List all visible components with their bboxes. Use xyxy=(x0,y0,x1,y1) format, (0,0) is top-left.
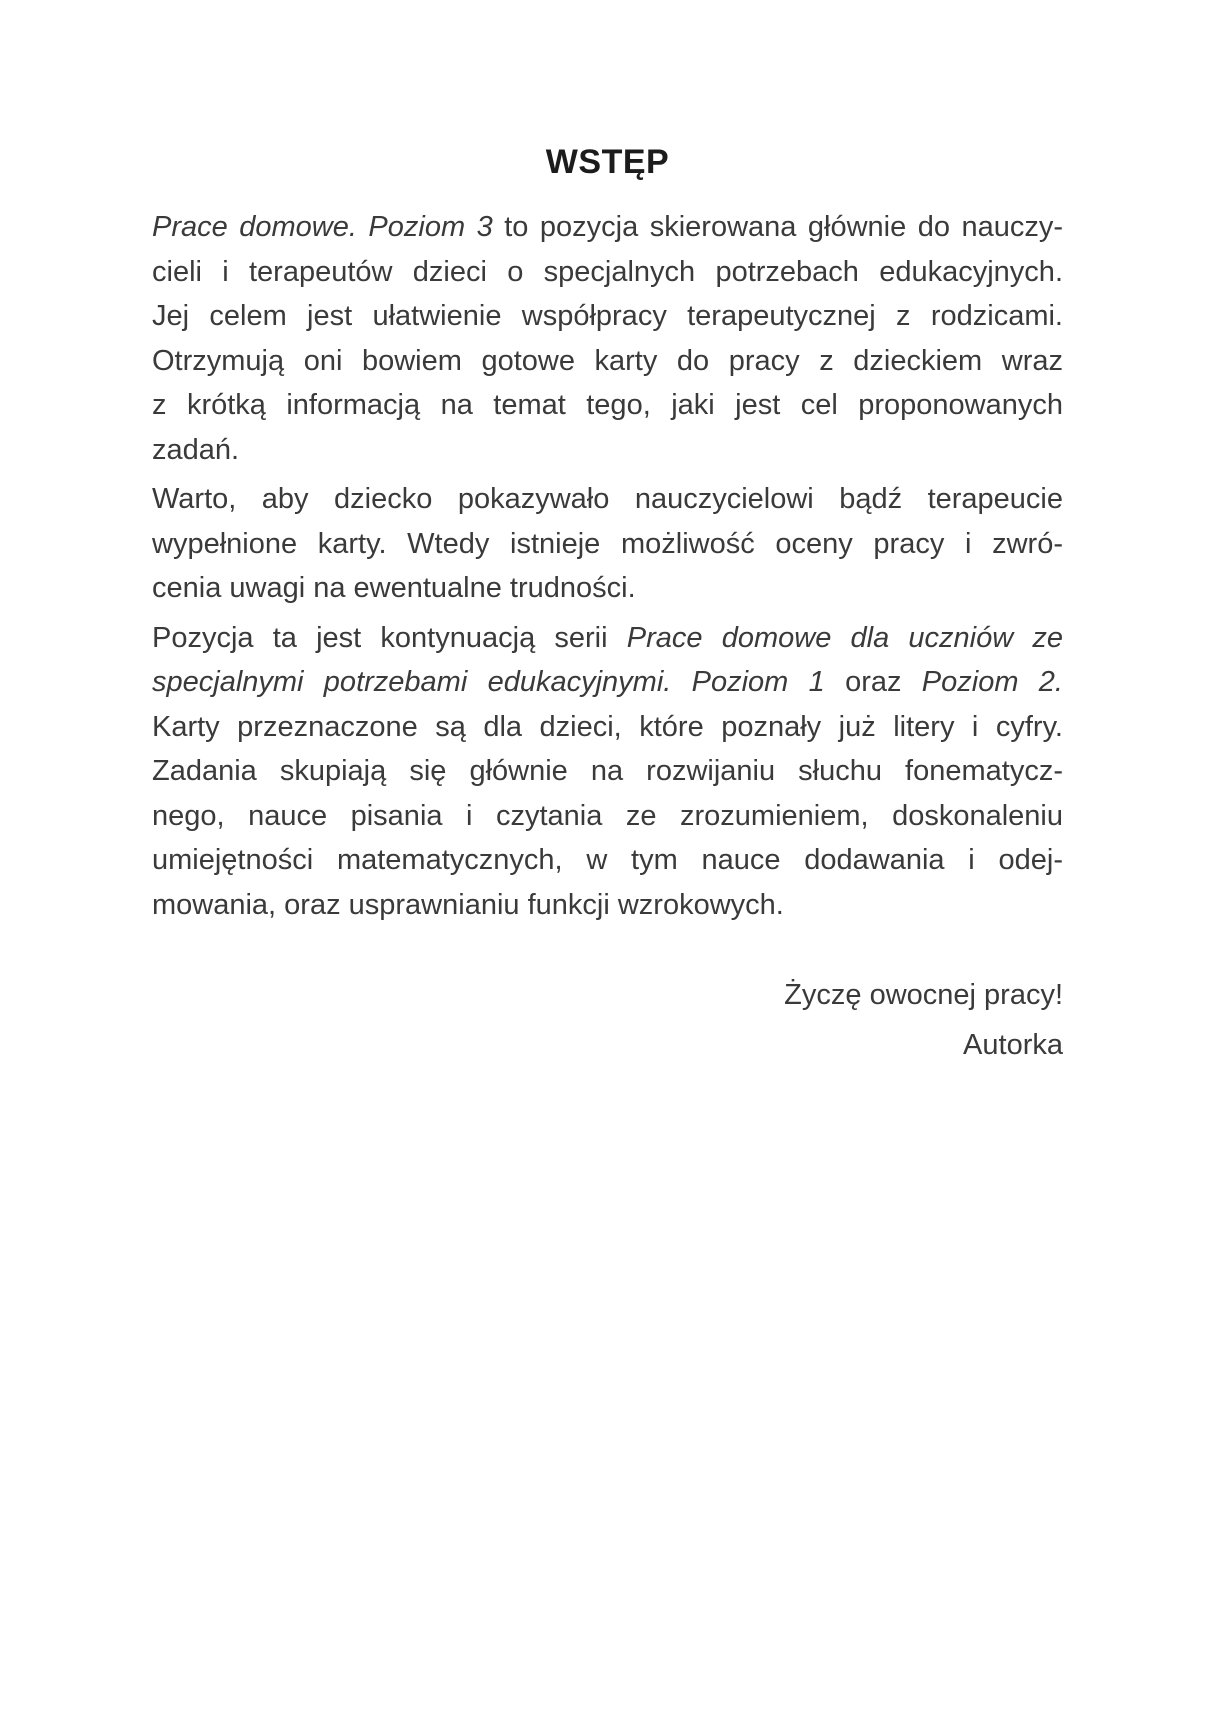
italic-text-segment: Prace domowe dla uczniów ze xyxy=(626,621,1063,654)
paragraph-line xyxy=(152,883,1063,928)
paragraph-line xyxy=(152,428,1063,473)
text-segment: nego, nauce pisania i czytania ze zrozumieniem, doskonaleniu xyxy=(152,799,1063,832)
text-segment: Karty przeznaczone są dla dzieci, które poznały już litery i cyfry. xyxy=(152,710,1063,743)
paragraph xyxy=(152,477,1063,611)
body-paragraphs xyxy=(152,205,1063,927)
italic-text-segment: Poziom 2. xyxy=(921,666,1063,698)
text-segment: cieli i terapeutów dzieci o specjalnych potrzebach edukacyjnych. xyxy=(152,255,1063,288)
paragraph-line xyxy=(152,660,1063,705)
text-segment: z krótką informacją na temat tego, jaki jest cel proponowanych xyxy=(152,389,1063,421)
paragraph-line xyxy=(152,294,1063,339)
signature-author: Autorka xyxy=(963,1029,1063,1061)
text-segment: Warto, aby dziecko pokazywało nauczycielowi bądź terapeucie xyxy=(152,483,1063,515)
text-segment: zadań. xyxy=(152,433,240,466)
paragraph-line xyxy=(152,616,1063,661)
italic-text-segment: specjalnymi potrzebami edukacyjnymi. Poziom 1 xyxy=(152,666,825,698)
paragraph-line xyxy=(152,705,1063,750)
paragraph xyxy=(152,616,1063,928)
signature-block xyxy=(152,970,1063,1070)
text-segment: oraz xyxy=(824,666,922,698)
paragraph-line xyxy=(152,205,1063,250)
signature-wish: Życzę owocnej pracy! xyxy=(784,979,1063,1011)
paragraph-line xyxy=(152,749,1063,794)
italic-text-segment: Prace domowe. Poziom 3 xyxy=(152,211,493,243)
paragraph-line xyxy=(152,339,1063,384)
paragraph-line xyxy=(152,477,1063,522)
paragraph-line xyxy=(152,250,1063,295)
text-segment: Pozycja ta jest kontynuacją serii xyxy=(152,621,627,654)
paragraph-line xyxy=(152,566,1063,611)
content-column xyxy=(152,0,1063,1070)
paragraph-line xyxy=(152,522,1063,567)
text-segment: Zadania skupiają się głównie na rozwijaniu słuchu fonematycz- xyxy=(152,755,1063,787)
paragraph-line xyxy=(152,838,1063,883)
text-segment: Otrzymują oni bowiem gotowe karty do pracy z dzieckiem wraz xyxy=(152,344,1063,377)
text-segment: cenia uwagi na ewentualne trudności. xyxy=(152,572,636,604)
text-segment: Jej celem jest ułatwienie współpracy terapeutycznej z rodzicami. xyxy=(152,300,1063,332)
paragraph-line xyxy=(152,383,1063,428)
text-segment: mowania, oraz usprawnianiu funkcji wzrokowych. xyxy=(152,888,784,921)
paragraph-line xyxy=(152,794,1063,839)
page-title: WSTĘP xyxy=(545,143,670,181)
text-segment: to pozycja skierowana głównie do nauczy- xyxy=(492,211,1064,243)
text-segment: umiejętności matematycznych, w tym nauce dodawania i odej- xyxy=(152,844,1063,876)
paragraph xyxy=(152,205,1063,472)
text-segment: wypełnione karty. Wtedy istnieje możliwość oceny pracy i zwró- xyxy=(152,527,1063,560)
